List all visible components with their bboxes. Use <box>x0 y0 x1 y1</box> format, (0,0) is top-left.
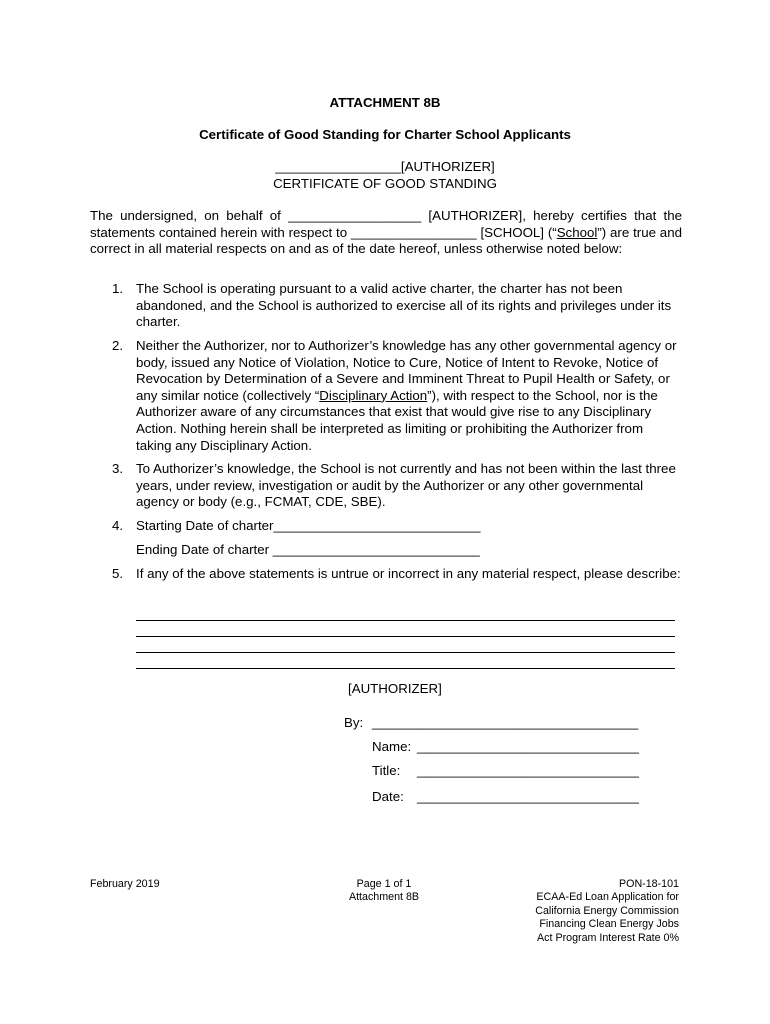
disciplinary-action-term: Disciplinary Action <box>319 387 428 403</box>
item-text-5: If any of the above statements is untrue or incorrect in any material respect, please describe: <box>136 566 681 581</box>
item-text-3: To Authorizer’s knowledge, the School is not currently and has not been within the last three years, under review, investigation or audit by the Authorizer or any other governmental agency or body (e.g., FCMAT, CDE, SBE). <box>136 461 676 510</box>
description-line-2[interactable] <box>136 636 675 637</box>
footer-date: February 2019 <box>90 878 160 890</box>
by-label: By: <box>344 715 364 730</box>
footer-right-line: PON-18-101 <box>619 878 679 890</box>
attachment-heading: ATTACHMENT 8B <box>329 95 441 110</box>
intro-paragraph <box>90 208 682 258</box>
footer-right-block <box>480 878 679 945</box>
name-line[interactable]: ______________________________ <box>417 739 639 754</box>
title-line[interactable]: ______________________________ <box>417 763 639 778</box>
item-number-3: 3. <box>112 461 124 476</box>
signature-authorizer-label: [AUTHORIZER] <box>348 681 442 696</box>
by-signature-line[interactable]: ____________________________________ <box>372 715 639 730</box>
footer-page-number: Page 1 of 1 <box>356 878 412 890</box>
item-2-text-a: Neither the Authorizer, nor to Authorizer’s knowledge has any other governmental agency or body, issued any Notice of Violation, Notice to Cure, Notice of Intent to Revoke, Notice of Revocation by Determination of a Severe and Imminent Threat to Pupil Health or Safety, or any similar notice (collectively “ <box>136 338 677 403</box>
school-defined-term: School <box>556 224 598 240</box>
intro-text-part2: ”) are true and correct in all material respects on and as of the date hereof, unless otherwise noted below: <box>90 224 682 256</box>
footer-right-line: ECAA-Ed Loan Application for <box>536 891 679 904</box>
item-text-1: The School is operating pursuant to a valid active charter, the charter has not been abandoned, and the School is authorized to exercise all of its rights and privileges under its charter. <box>136 281 672 330</box>
authorizer-blank-line: _________________[AUTHORIZER] <box>275 159 495 174</box>
certificate-title: CERTIFICATE OF GOOD STANDING <box>273 176 497 191</box>
description-line-3[interactable] <box>136 652 675 653</box>
item-number-5: 5. <box>112 566 124 581</box>
description-line-1[interactable] <box>136 620 675 621</box>
footer-right-line: Financing Clean Energy Jobs <box>539 918 679 931</box>
item-number-2: 2. <box>112 338 124 353</box>
footer-right-line: Act Program Interest Rate 0% <box>537 931 679 944</box>
date-label: Date: <box>372 789 404 804</box>
ending-date-field[interactable]: Ending Date of charter ____________________________ <box>136 542 480 557</box>
footer-right-line: California Energy Commission <box>535 904 679 917</box>
item-text-2 <box>136 338 682 454</box>
name-label: Name: <box>372 739 412 754</box>
item-number-1: 1. <box>112 281 124 296</box>
starting-date-field[interactable]: Starting Date of charter____________________________ <box>136 518 481 533</box>
document-subtitle: Certificate of Good Standing for Charter School Applicants <box>199 127 571 142</box>
item-number-4: 4. <box>112 518 124 533</box>
description-line-4[interactable] <box>136 668 675 669</box>
title-label: Title: <box>372 763 401 778</box>
footer-attachment: Attachment 8B <box>348 891 420 904</box>
item-2-text-b: ”), with respect to the School, nor is the Authorizer aware of any circumstances that exist that would give rise to any Disciplinary Action. Nothing herein shall be interpreted as limiting or prohibiting the Authorizer from taking any Disciplinary Action. <box>136 387 658 453</box>
footer-page-info <box>324 878 444 905</box>
date-line[interactable]: ______________________________ <box>417 789 639 804</box>
intro-text-part1: The undersigned, on behalf of __________________ [AUTHORIZER], hereby certifies that the statements contained herein with respect to _________________ [SCHOOL] (“ <box>90 208 682 240</box>
